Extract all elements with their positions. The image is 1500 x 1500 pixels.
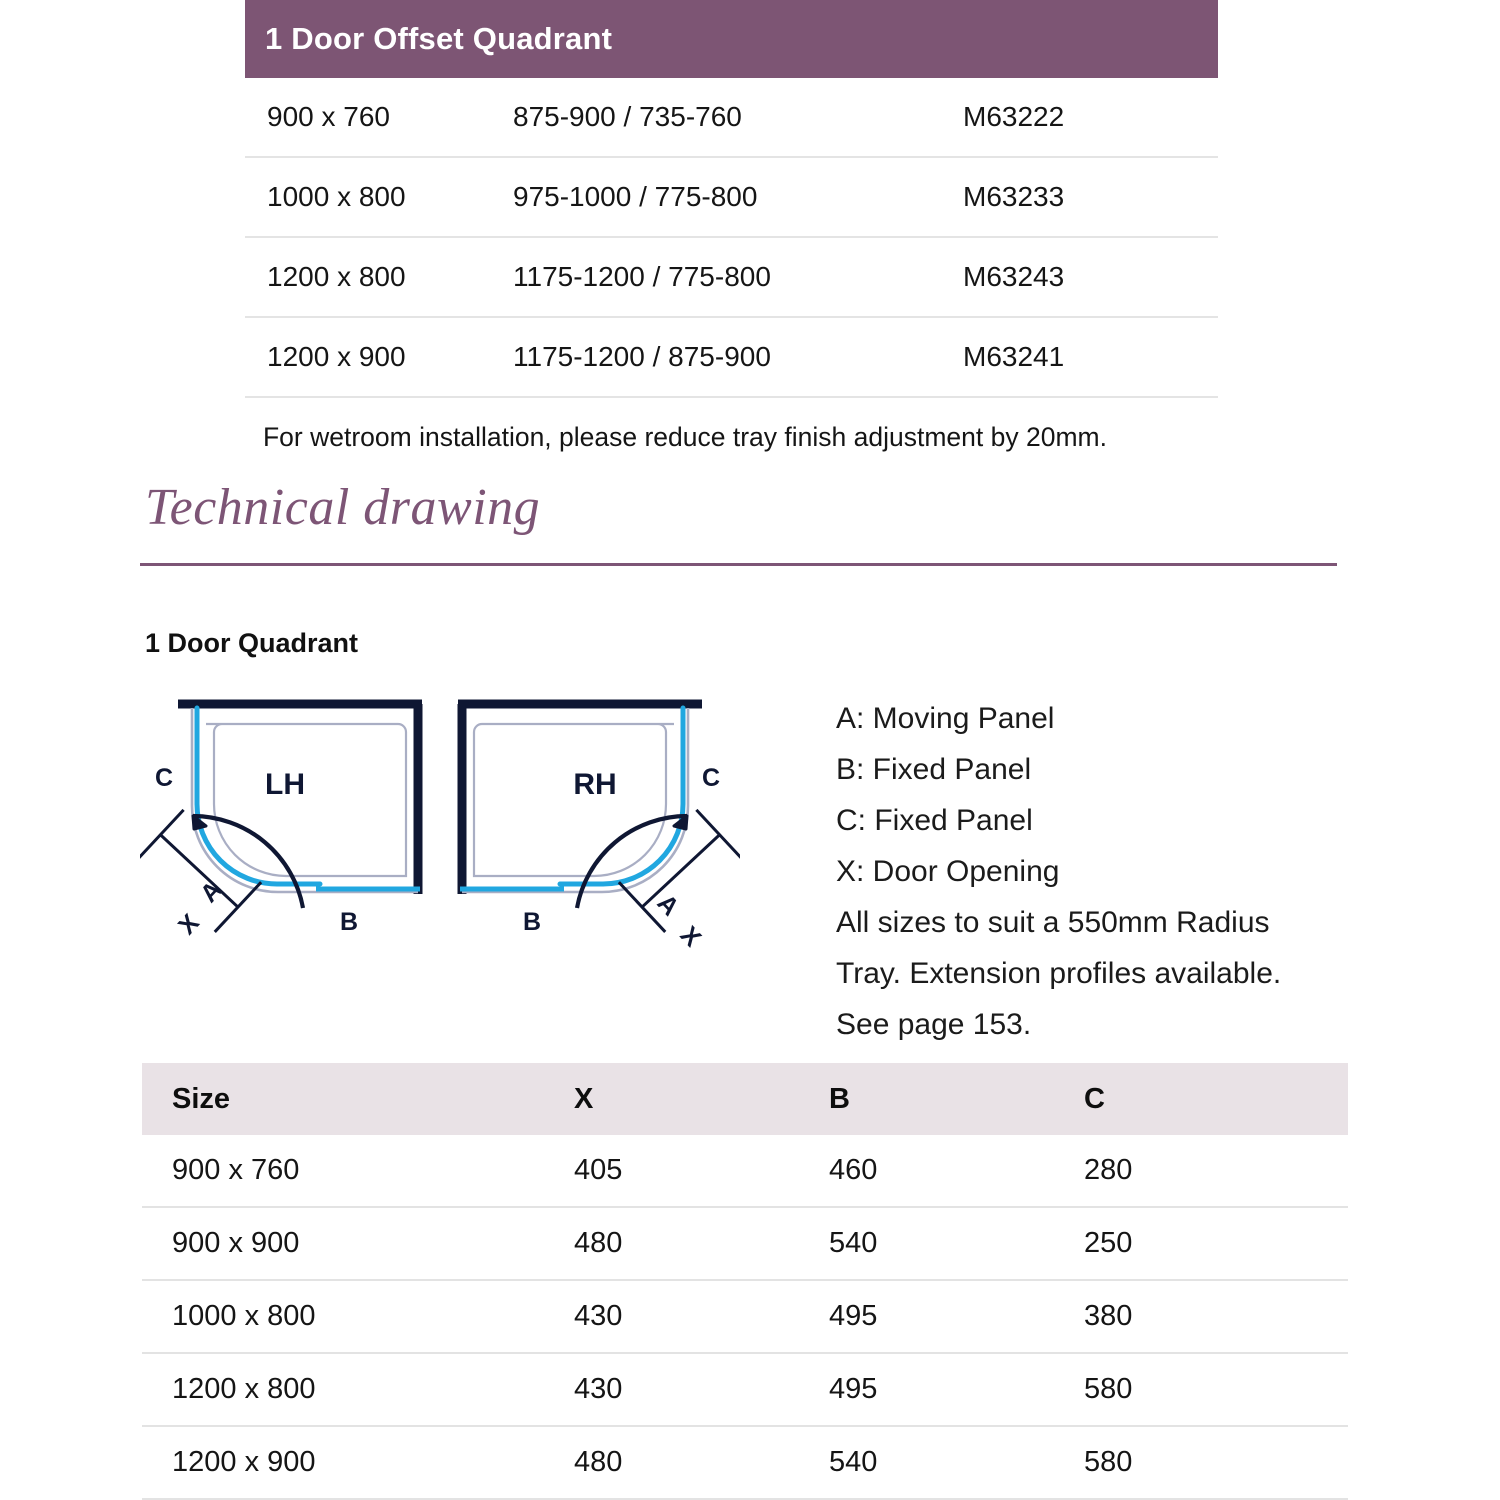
product-table-header [245,0,1218,78]
legend-item-x: X: Door Opening [836,855,1060,888]
column-header-b: B [829,1082,850,1115]
cell-c: 280 [1084,1154,1133,1186]
column-header-c: C [1084,1082,1105,1115]
product-size: 1200 x 800 [267,261,406,292]
table-row [245,318,1218,398]
cell-c: 580 [1084,1373,1133,1405]
section-heading: Technical drawing [145,479,541,536]
cell-x: 430 [574,1373,623,1405]
column-header-x: X [574,1082,594,1115]
lh-enclosure-diagram [140,704,422,940]
product-range: 975-1000 / 775-800 [513,181,758,212]
rh-label-x: X [674,920,707,953]
technical-diagram [140,686,740,996]
size-table [142,1063,1348,1500]
cell-size: 900 x 900 [172,1227,300,1259]
table-row [142,1135,1348,1208]
lh-enclosure-label: LH [265,768,305,801]
size-table-header-row [142,1063,1348,1135]
rh-enclosure-diagram [458,704,740,932]
table-row [142,1427,1348,1500]
product-range: 1175-1200 / 775-800 [513,261,771,292]
rh-label-b: B [523,908,542,936]
page-title: 1 Door Offset Quadrant [265,21,613,56]
legend-note-line-2: Tray. Extension profiles available. [836,957,1282,990]
product-code: M63241 [963,341,1065,372]
diagram-title: 1 Door Quadrant [145,628,359,658]
cell-x: 480 [574,1227,623,1259]
legend-note-line-1: All sizes to suit a 550mm Radius [836,906,1270,939]
wetroom-note: For wetroom installation, please reduce tray finish adjustment by 20mm. [263,422,1107,452]
cell-c: 580 [1084,1446,1133,1478]
lh-label-b: B [340,908,359,936]
cell-x: 480 [574,1446,623,1478]
cell-x: 405 [574,1154,623,1186]
legend-item-c: C: Fixed Panel [836,804,1033,837]
rh-label-c: C [702,764,721,792]
rh-labels [523,764,720,953]
product-size: 900 x 760 [267,101,390,132]
cell-b: 540 [829,1446,878,1478]
table-row [142,1281,1348,1354]
legend-note-line-3: See page 153. [836,1008,1032,1041]
product-range: 875-900 / 735-760 [513,101,742,132]
cell-b: 495 [829,1373,878,1405]
product-code: M63243 [963,261,1065,292]
lh-label-a: A [194,875,228,909]
product-table [245,0,1218,453]
legend-item-b: B: Fixed Panel [836,753,1032,786]
table-row [142,1208,1348,1281]
cell-x: 430 [574,1300,623,1332]
lh-label-x: X [172,908,205,941]
table-row [245,158,1218,238]
table-row [142,1354,1348,1427]
cell-b: 540 [829,1227,878,1259]
product-size: 1000 x 800 [267,181,406,212]
section-divider [140,563,1337,566]
table-row [245,238,1218,318]
table-row [245,78,1218,158]
cell-b: 460 [829,1154,878,1186]
cell-b: 495 [829,1300,878,1332]
product-range: 1175-1200 / 875-900 [513,341,771,372]
cell-size: 1200 x 800 [172,1373,316,1405]
rh-label-a: A [651,888,685,922]
cell-size: 900 x 760 [172,1154,300,1186]
cell-size: 1000 x 800 [172,1300,316,1332]
product-size: 1200 x 900 [267,341,406,372]
lh-tray-inner-icon [206,724,406,876]
cell-c: 380 [1084,1300,1133,1332]
diagram-legend [836,693,1356,1050]
lh-label-c: C [155,764,174,792]
cell-size: 1200 x 900 [172,1446,316,1478]
column-header-size: Size [172,1082,231,1115]
product-code: M63233 [963,181,1065,212]
rh-enclosure-label: RH [573,768,617,801]
cell-c: 250 [1084,1227,1133,1259]
legend-item-a: A: Moving Panel [836,702,1055,735]
product-code: M63222 [963,101,1065,132]
